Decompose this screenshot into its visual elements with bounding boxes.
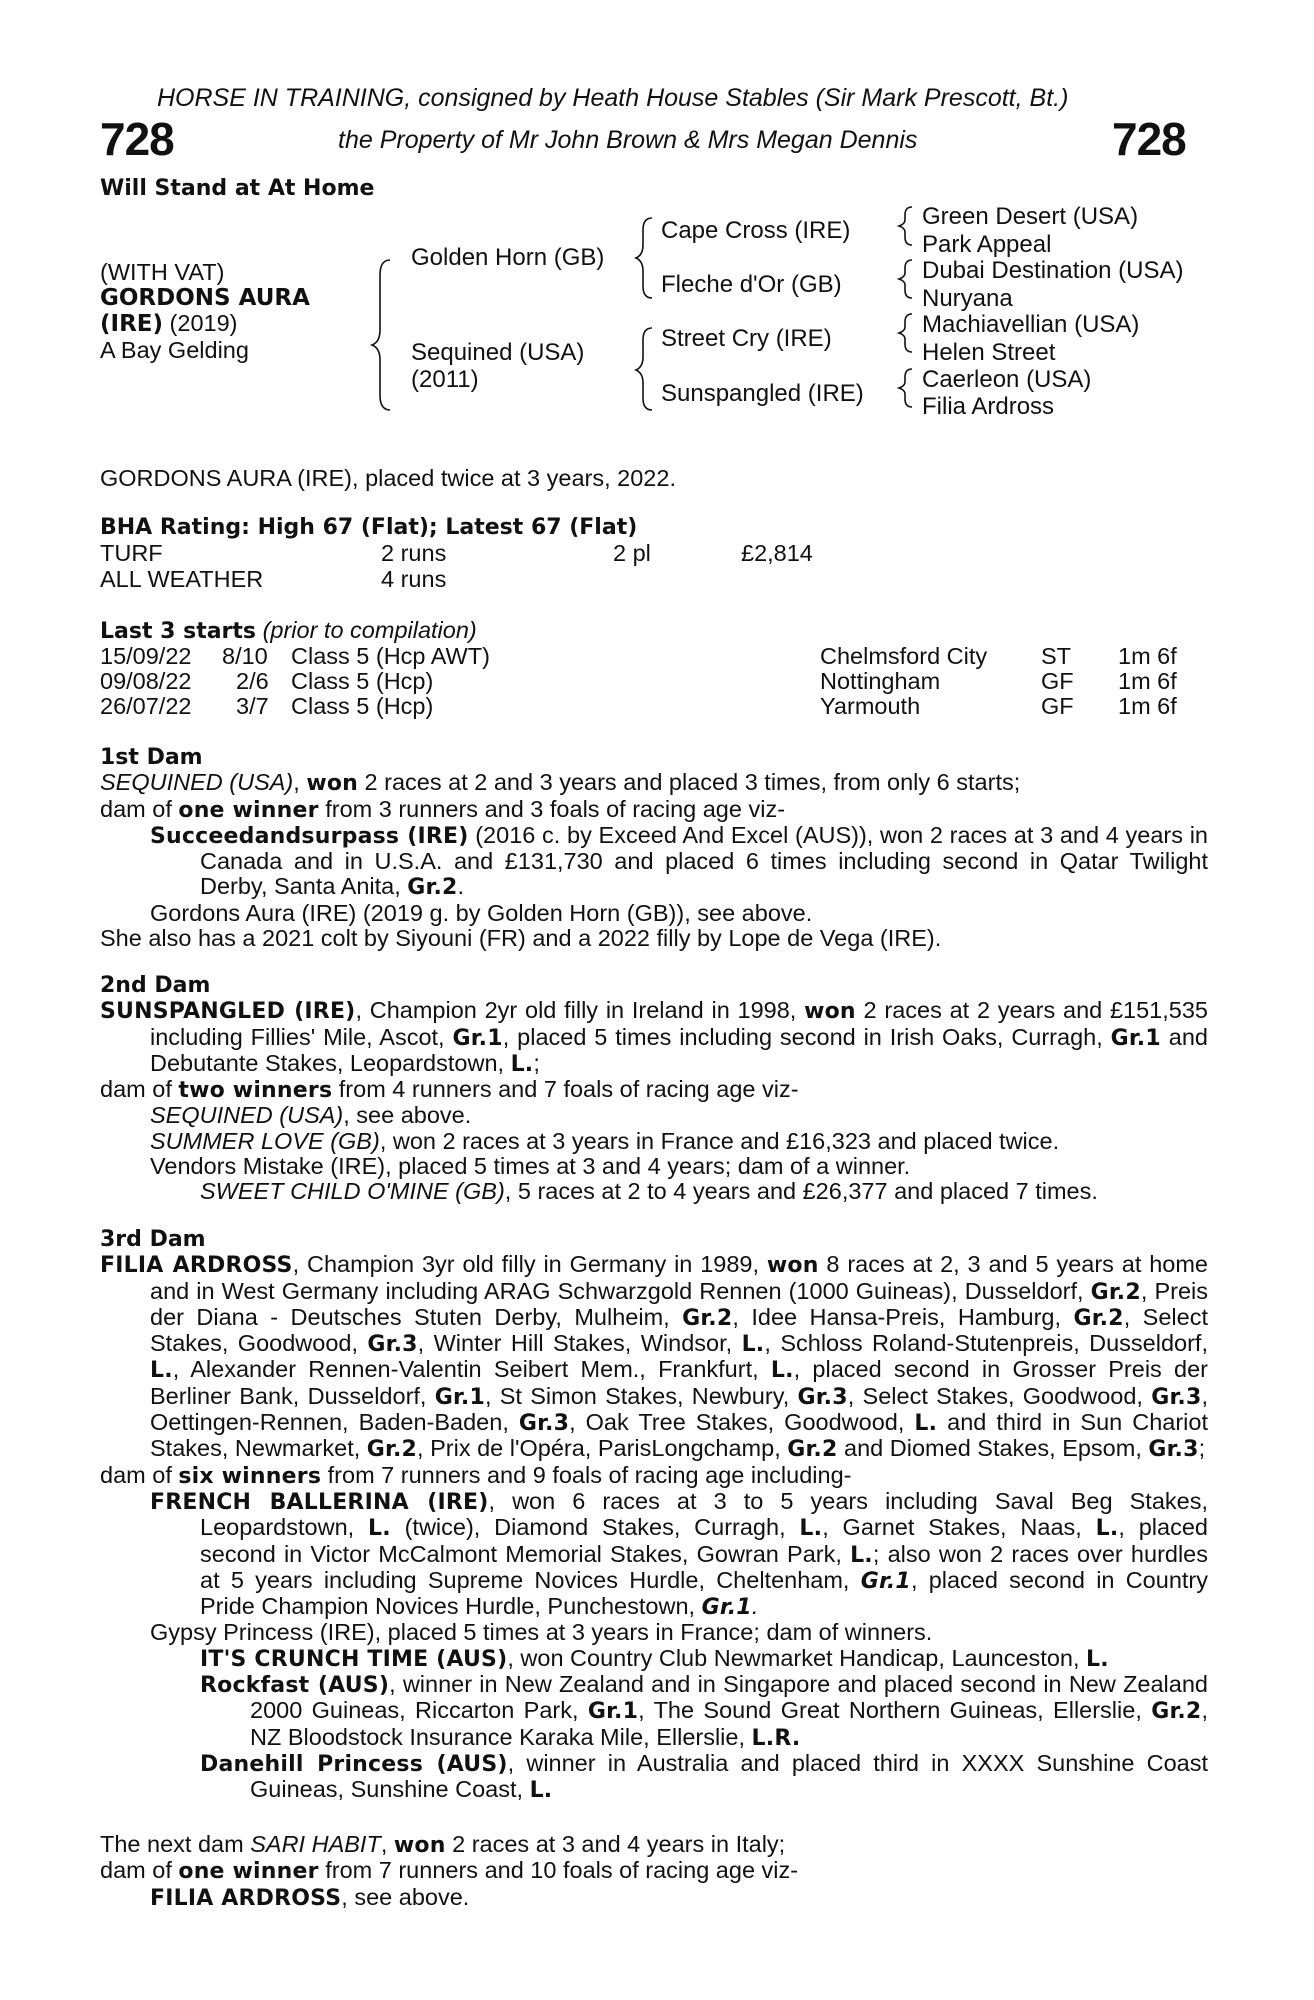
start-pos-3: 3/7 [236,693,269,719]
horse-description: A Bay Gelding [100,337,249,363]
pedigree-sire-sire: Cape Cross (IRE) [661,217,851,244]
second-dam-grandprogeny-1: SWEET CHILD O'MINE (GB), 5 races at 2 to 4 years and £26,377 and placed 7 times. [200,1178,1098,1205]
start-date-2: 09/08/22 [100,668,192,694]
start-class-1: Class 5 (Hcp AWT) [291,643,490,669]
horse-name: GORDONS AURA [100,285,310,311]
rating-surface-1: TURF [100,540,163,566]
next-dam-name: SARI HABIT [250,1831,381,1857]
rating-runs-1: 2 runs [381,540,447,566]
rating-placed-1: 2 pl [613,540,651,566]
start-course-1: Chelmsford City [820,643,988,669]
next-dam-progeny-1: FILIA ARDROSS, see above. [150,1883,470,1911]
rating-prize-1: £2,814 [741,540,813,566]
second-dam-heading: 2nd Dam [100,973,211,998]
third-dam-name: FILIA ARDROSS [100,1253,293,1279]
stand-location: Will Stand at At Home [100,176,375,201]
second-dam-progeny-2: SUMMER LOVE (GB), won 2 races at 3 years in France and £16,323 and placed twice. [150,1127,1060,1154]
start-going-2: GF [1041,668,1074,694]
third-dam-section [100,1227,1208,1804]
start-pos-1: 8/10 [222,643,268,669]
third-dam-heading: 3rd Dam [100,1227,206,1252]
start-dist-2: 1m 6f [1118,668,1177,694]
first-dam-also: She also has a 2021 colt by Siyouni (FR) and a 2022 filly by Lope de Vega (IRE). [100,925,942,952]
start-date-3: 26/07/22 [100,693,192,719]
pedigree-g4: Nuryana [922,285,1013,312]
consignor-line: HORSE IN TRAINING, consigned by Heath House Stables (Sir Mark Prescott, Bt.) [157,84,1069,112]
race-summary: GORDONS AURA (IRE), placed twice at 3 years, 2022. [100,465,676,491]
pedigree-g5: Machiavellian (USA) [922,311,1140,338]
first-dam-record-text: 2 races at 2 and 3 years and placed 3 times, from only 6 starts; [358,769,1021,796]
first-dam-name: SEQUINED (USA) [100,769,294,796]
third-dam-record: FILIA ARDROSS, Champion 3yr old filly in Germany in 1989, won 8 races at 2, 3 and 5 years at home and in West Germany including ARAG Schwarzgold Rennen (1000 Guineas), Dusseldorf, Gr.2, Preis der Diana - Deutsches Stuten Derby, Mulheim, Gr.2, Idee Hansa-Preis, Hamburg, Gr.2, Select Stakes, Goodwood, Gr.3, Winter Hill Stakes, Windsor, L., Schloss Roland-Stutenpreis, Dusseldorf, L., Alexander Rennen-Valentin Seibert Mem., Frankfurt, L., placed second in Grosser Preis der Berliner Bank, Dusseldorf, Gr.1, St Simon Stakes, Newbury, Gr.3, Select Stakes, Goodwood, Gr.3, Oettingen-Rennen, Baden-Baden, Gr.3, Oak Tree Stakes, Goodwood, L. and third in Sun Chariot Stakes, Newmarket, Gr.2, Prix de l'Opéra, ParisLongchamp, Gr.2 and Diomed Stakes, Epsom, Gr.3; [100,1251,1209,1463]
winners-count: one winner [178,797,319,823]
start-dist-3: 1m 6f [1118,693,1177,719]
third-dam-progeny-2: Gypsy Princess (IRE), placed 5 times at 3 years in France; dam of winners. [150,1619,933,1646]
start-pos-2: 2/6 [236,668,269,694]
pedigree-g2: Park Appeal [922,231,1052,258]
start-class-2: Class 5 (Hcp) [291,668,434,694]
next-dam-section [100,1832,1208,1911]
last-starts-note: (prior to compilation) [262,617,477,643]
pedigree-dam: Sequined (USA) [411,339,585,366]
bracket-g1 [899,207,912,245]
first-dam-progeny-2: Gordons Aura (IRE) (2019 g. by Golden Horn (GB)), see above. [150,899,813,926]
third-dam-grandprogeny-2: Rockfast (AUS), winner in New Zealand and in Singapore and placed second in New Zealand 2000 Guineas, Riccarton Park, Gr.1, The Sound Great Northern Guineas, Ellerslie, Gr.2, NZ Bloodstock Insurance Karaka Mile, Ellerslie, L.R. [200,1671,1208,1751]
start-course-2: Nottingham [820,668,941,694]
pedigree-dam-dam: Sunspangled (IRE) [661,380,864,407]
bracket-dam [636,328,652,410]
pedigree-g7: Caerleon (USA) [922,366,1092,393]
pedigree-g6: Helen Street [922,339,1056,366]
second-dam-progeny-3: Vendors Mistake (IRE), placed 5 times at 3 and 4 years; dam of a winner. [150,1153,911,1180]
second-dam-progeny-1: SEQUINED (USA), see above. [150,1102,472,1129]
start-date-1: 15/09/22 [100,643,192,669]
lot-number-left: 728 [100,113,174,165]
first-dam-progeny-1: Succeedandsurpass (IRE) (2016 c. by Exceed And Excel (AUS)), won 2 races at 3 and 4 years in Canada and in U.S.A. and £131,730 and placed 6 times including second in Qatar Twilight Derby, Santa Anita, Gr.2. [150,821,1208,901]
start-course-3: Yarmouth [820,693,921,719]
third-dam-grandprogeny-1: IT'S CRUNCH TIME (AUS), won Country Club Newmarket Handicap, Launceston, L. [200,1644,1109,1672]
start-going-1: ST [1041,643,1072,669]
second-dam-section [100,973,1208,1205]
next-dam-record: The next dam SARI HABIT, won 2 races at 3 and 4 years in Italy; [100,1831,786,1858]
pedigree-sire: Golden Horn (GB) [411,244,605,271]
third-dam-produce: dam of six winners from 7 runners and 9 foals of racing age including- [100,1461,852,1489]
bracket-g3 [899,314,912,352]
next-dam-produce: dam of one winner from 7 runners and 10 foals of racing age viz- [100,1857,799,1885]
pedigree-sire-dam: Fleche d'Or (GB) [661,271,842,298]
last-starts-title: Last 3 starts [100,619,257,644]
start-dist-1: 1m 6f [1118,643,1177,669]
start-going-3: GF [1041,693,1074,719]
bracket-main [372,260,390,410]
rating-runs-2: 4 runs [381,566,447,592]
owner-line: the Property of Mr John Brown & Mrs Megan Dennis [338,126,918,154]
won-label: won [306,771,359,797]
lot-number-right: 728 [1112,113,1186,165]
second-dam-produce: dam of two winners from 4 runners and 7 foals of racing age viz- [100,1076,799,1104]
horse-origin: (IRE) [100,311,164,337]
bracket-g2 [899,260,912,298]
first-dam-heading: 1st Dam [100,745,203,770]
second-dam-record: SUNSPANGLED (IRE), Champion 2yr old filly in Ireland in 1998, won 2 races at 2 years and £151,535 including Fillies' Mile, Ascot, Gr.1, placed 5 times including second in Irish Oaks, Curragh, Gr.1 and Debutante Stakes, Leopardstown, L.; [100,997,1208,1077]
bha-rating-heading: BHA Rating: High 67 (Flat); Latest 67 (Flat) [100,515,638,540]
pedigree-dam-year: (2011) [411,366,479,393]
first-dam-section [100,745,1208,951]
progeny-name: Succeedandsurpass (IRE) [150,823,469,849]
third-dam-grandprogeny-3: Danehill Princess (AUS), winner in Australia and placed third in XXXX Sunshine Coast Guineas, Sunshine Coast, L. [200,1749,1208,1804]
third-dam-progeny-1: FRENCH BALLERINA (IRE), won 6 races at 3 to 5 years including Saval Beg Stakes, Leopardstown, L. (twice), Diamond Stakes, Curragh, L., Garnet Stakes, Naas, L., placed second in Victor McCalmont Memorial Stakes, Gowran Park, L.; also won 2 races over hurdles at 5 years including Supreme Novices Hurdle, Cheltenham, Gr.1, placed second in Country Pride Champion Novices Hurdle, Punchestown, Gr.1. [150,1487,1209,1621]
start-class-3: Class 5 (Hcp) [291,693,434,719]
last-starts-heading [100,618,477,644]
pedigree-dam-sire: Street Cry (IRE) [661,325,832,352]
pedigree-g3: Dubai Destination (USA) [922,257,1184,284]
horse-year: (2019) [169,310,238,336]
first-dam-produce: dam of one winner from 3 runners and 3 foals of racing age viz- [100,795,786,823]
pedigree-g1: Green Desert (USA) [922,203,1139,230]
bracket-g4 [899,369,912,407]
pedigree-g8: Filia Ardross [922,393,1055,420]
bracket-sire [636,218,652,298]
second-dam-name: SUNSPANGLED (IRE) [100,999,356,1025]
first-dam-record: SEQUINED (USA), won 2 races at 2 and 3 years and placed 3 times, from only 6 starts; [100,769,1021,797]
vat-note: (WITH VAT) [100,259,225,285]
rating-surface-2: ALL WEATHER [100,566,264,592]
